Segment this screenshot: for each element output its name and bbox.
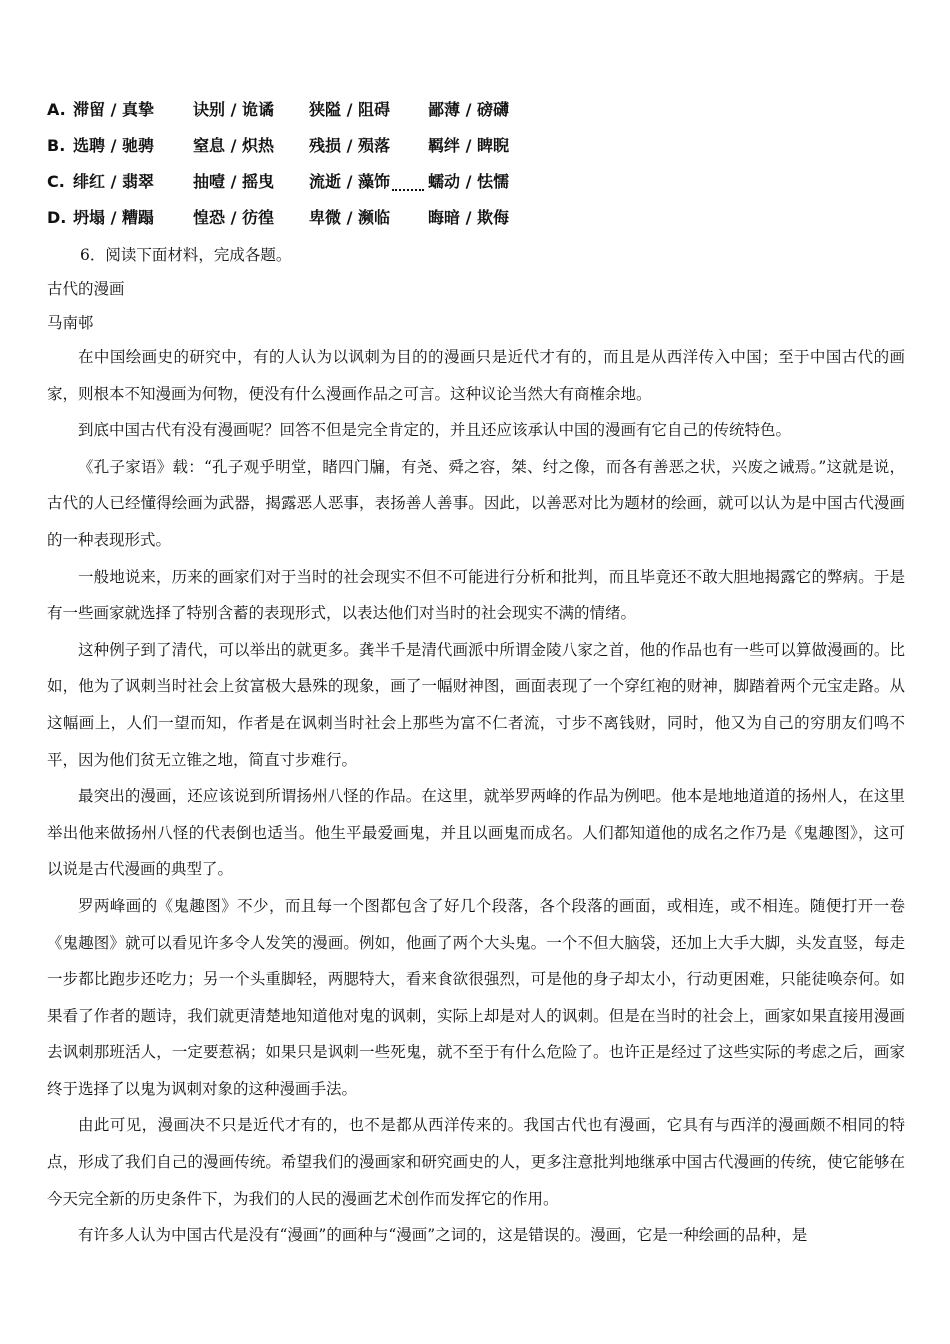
word-pair: 滞留 / 真挚 — [73, 100, 154, 119]
word-pair: 残损 / 殒落 — [309, 136, 390, 155]
article-body — [47, 339, 905, 1254]
word-pair: 晦暗 / 欺侮 — [428, 208, 509, 227]
paragraph: 这种例子到了清代，可以举出的就更多。龚半千是清代画派中所谓金陵八家之首，他的作品也有一些可以算做漫画的。比如，他为了讽刺当时社会上贫富极大悬殊的现象，画了一幅财神图，画面表现了一个穿红袍的财神，脚踏着两个元宝走路。从这幅画上，人们一望而知，作者是在讽刺当时社会上那些为富不仁者流，寸步不离钱财，同时，他又为自己的穷朋友们鸣不平，因为他们贫无立锥之地，简直寸步难行。 — [47, 640, 905, 769]
paragraph: 最突出的漫画，还应该说到所谓扬州八怪的作品。在这里，就举罗两峰的作品为例吧。他本是地地道道的扬州人，在这里举出他来做扬州八怪的代表倒也适当。他生平最爱画鬼，并且以画鬼而成名。人们都知道他的成名之作乃是《鬼趣图》，这可以说是古代漫画的典型了。 — [47, 787, 905, 879]
question-heading: 6．阅读下面材料，完成各题。 — [80, 246, 292, 264]
word-pair: 选聘 / 驰骋 — [73, 136, 154, 155]
word-pair: 卑微 / 濒临 — [309, 208, 390, 227]
paragraph: 《孔子家语》载：“孔子观乎明堂，睹四门牖，有尧、舜之容，桀、纣之像，而各有善恶之状，兴废之诫焉。”这就是说，古代的人已经懂得绘画为武器，揭露恶人恶事，表扬善人善事。因此，以善恶对比为题材的绘画，就可以认为是中国古代漫画的一种表现形式。 — [47, 457, 905, 549]
article-author: 马南邨 — [47, 314, 94, 332]
paragraph: 到底中国古代有没有漫画呢？回答不但是完全肯定的，并且还应该承认中国的漫画有它自己的传统特色。 — [78, 421, 792, 440]
paragraph: 一般地说来，历来的画家们对于当时的社会现实不但不可能进行分析和批判，而且毕竟还不敢大胆地揭露它的弊病。于是有一些画家就选择了特别含蓄的表现形式，以表达他们对当时的社会现实不满的情绪。 — [47, 567, 905, 623]
word-pair: 狭隘 / 阻碍 — [309, 100, 390, 119]
emphasis-dots — [392, 189, 424, 191]
option-letter: C. — [47, 172, 65, 191]
word-pair: 抽噎 / 摇曳 — [193, 172, 274, 191]
word-pair: 羁绊 / 睥睨 — [428, 136, 509, 155]
word-pair: 惶恐 / 彷徨 — [193, 208, 274, 227]
word-pair: 诀别 / 诡谲 — [193, 100, 274, 119]
paragraph: 由此可见，漫画决不只是近代才有的，也不是都从西洋传来的。我国古代也有漫画，它具有与西洋的漫画颇不相同的特点，形成了我们自己的漫画传统。希望我们的漫画家和研究画史的人，更多注意批判地继承中国古代漫画的传统，使它能够在今天完全新的历史条件下，为我们的人民的漫画艺术创作而发挥它的作用。 — [47, 1116, 905, 1208]
paragraph: 有许多人认为中国古代是没有“漫画”的画种与“漫画”之词的，这是错误的。漫画，它是一种绘画的品种，是 — [78, 1226, 808, 1245]
word-pair: 流逝 / 藻饰 — [309, 172, 390, 191]
paragraph: 在中国绘画史的研究中，有的人认为以讽刺为目的的漫画只是近代才有的，而且是从西洋传入中国；至于中国古代的画家，则根本不知漫画为何物，便没有什么漫画作品之可言。这种议论当然大有商榷余地。 — [47, 348, 905, 403]
word-pair: 鄙薄 / 磅礴 — [428, 100, 509, 119]
word-pair: 蠕动 / 怯懦 — [428, 172, 509, 191]
word-pair: 窒息 / 炽热 — [193, 136, 274, 155]
word-pair: 坍塌 / 糟蹋 — [73, 208, 154, 227]
word-pair: 绯红 / 翡翠 — [73, 172, 154, 191]
word-pair-emphasized — [309, 167, 390, 197]
article-title: 古代的漫画 — [47, 280, 125, 298]
option-letter: A. — [47, 100, 66, 119]
paragraph: 罗两峰画的《鬼趣图》不少，而且每一个图都包含了好几个段落，各个段落的画面，或相连，或不相连。随便打开一卷《鬼趣图》就可以看见许多令人发笑的漫画。例如，他画了两个大头鬼。一个不但大脑袋，还加上大手大脚，头发直竖，每走一步都比跑步还吃力；另一个头重脚轻，两腮特大，看来食欲很强烈，可是他的身子却太小，行动更困难，只能徒唤奈何。如果看了作者的题诗，我们就更清楚地知道他对鬼的讽刺，实际上却是对人的讽刺。但是在当时的社会上，画家如果直接用漫画去讽刺那班活人，一定要惹祸；如果只是讽刺一些死鬼，就不至于有什么危险了。也许正是经过了这些实际的考虑之后，画家终于选择了以鬼为讽刺对象的这种漫画手法。 — [47, 896, 905, 1098]
option-letter: D. — [47, 208, 67, 227]
option-letter: B. — [47, 136, 66, 155]
